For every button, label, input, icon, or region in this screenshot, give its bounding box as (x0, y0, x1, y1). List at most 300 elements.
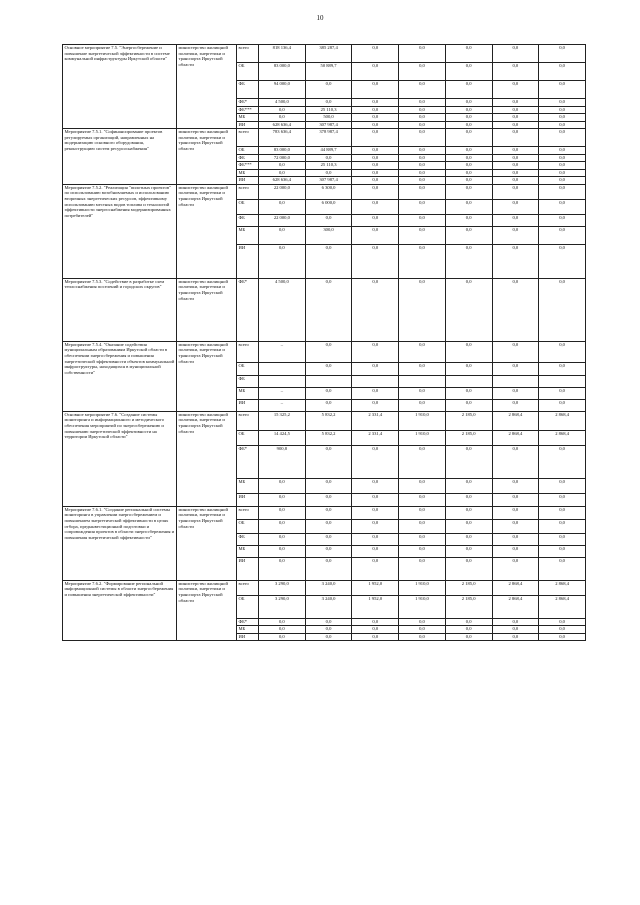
amount-cell: 0,0 (352, 626, 399, 634)
amount-cell: 0,0 (399, 162, 446, 170)
amount-cell: 0,0 (539, 278, 586, 341)
amount-cell: 0,0 (399, 177, 446, 185)
amount-cell: 0,0 (539, 618, 586, 626)
amount-cell: 0,0 (445, 214, 492, 226)
funding-source-cell: ИИ (237, 244, 259, 278)
amount-cell: 0,0 (539, 387, 586, 399)
activity-name: Мероприятие 7.6.2. "Формирование региональной информационной системы в области энергосбережения и повышения энергетической эффективности" (63, 580, 177, 641)
amount-cell: 0,0 (445, 81, 492, 99)
amount-cell: 0,0 (492, 493, 539, 506)
amount-cell: 0,0 (492, 129, 539, 147)
amount-cell: 0,0 (399, 618, 446, 626)
amount-cell: 0,0 (539, 399, 586, 411)
amount-cell: 15 325,2 (259, 411, 306, 430)
amount-cell: 0,0 (352, 493, 399, 506)
amount-cell: 0,0 (399, 545, 446, 557)
amount-cell: 0,0 (305, 618, 352, 626)
amount-cell: 0,0 (399, 154, 446, 162)
amount-cell: 0,0 (399, 114, 446, 122)
amount-cell: 4 500,0 (259, 278, 306, 341)
amount-cell: 0,0 (259, 493, 306, 506)
amount-cell: 0,0 (399, 121, 446, 129)
amount-cell: 307 987,4 (305, 121, 352, 129)
funding-source-cell: ИИ (237, 557, 259, 580)
amount-cell: 0,0 (492, 214, 539, 226)
amount-cell: 0,0 (539, 626, 586, 634)
amount-cell: 0,0 (352, 278, 399, 341)
amount-cell: 2 868,4 (539, 411, 586, 430)
amount-cell: – (259, 341, 306, 362)
amount-cell: 0,0 (259, 478, 306, 493)
amount-cell: 2 868,4 (539, 430, 586, 445)
amount-cell: 0,0 (305, 626, 352, 634)
amount-cell: 0,0 (492, 445, 539, 478)
amount-cell: 0,0 (492, 226, 539, 244)
executor-cell: министерство жилищной политики, энергетики и транспорта Иркутской области (177, 278, 237, 341)
amount-cell: 0,0 (445, 244, 492, 278)
amount-cell: 0,0 (305, 493, 352, 506)
amount-cell: 0,0 (259, 557, 306, 580)
amount-cell: 0,0 (539, 169, 586, 177)
amount-cell: 72 000,0 (259, 154, 306, 162)
amount-cell: 0,0 (539, 244, 586, 278)
amount-cell: 0,0 (259, 519, 306, 533)
amount-cell: 5 832,2 (305, 430, 352, 445)
table-row (63, 341, 586, 362)
amount-cell: 0,0 (259, 533, 306, 545)
activity-name: Мероприятие 7.6.1. "Создание региональной системы мониторинга в управлении энергосбережением и повышением энергетической эффективности в целях отбора, предынвестиционной подготовки и сопровождения проектов в области энергосбережения и повышения энергетической эффективности" (63, 506, 177, 580)
amount-cell: 0,0 (445, 341, 492, 362)
amount-cell: 94 000,0 (259, 81, 306, 99)
amount-cell: 0,0 (539, 63, 586, 81)
amount-cell: 0,0 (399, 81, 446, 99)
amount-cell: 5 832,2 (305, 411, 352, 430)
funding-source-cell: всего (237, 341, 259, 362)
amount-cell: 0,0 (352, 121, 399, 129)
funding-source-cell: ОБ (237, 362, 259, 375)
amount-cell: 628 636,4 (259, 177, 306, 185)
amount-cell: 0,0 (539, 99, 586, 107)
amount-cell: 0,0 (492, 341, 539, 362)
amount-cell: 0,0 (352, 63, 399, 81)
amount-cell: 0,0 (352, 387, 399, 399)
activity-name: Основное мероприятие 7.6. "Создание системы мониторинга и информационного и методического обеспечения мероприятий по энергосбережению и повышению энергетической эффективности на территории Иркутской области" (63, 411, 177, 506)
funding-source-cell: всего (237, 184, 259, 199)
amount-cell: 0,0 (492, 121, 539, 129)
amount-cell (259, 375, 306, 387)
funding-source-cell: ФБ* (237, 445, 259, 478)
funding-source-cell: ФБ (237, 81, 259, 99)
activity-name: Мероприятие 7.5.1. "Софинансирование проектов регулируемых организаций, направленных на модернизацию основного оборудования, реконструкцию систем ресурсоснабжения" (63, 129, 177, 185)
amount-cell: 2 868,4 (539, 580, 586, 595)
amount-cell: 0,0 (352, 169, 399, 177)
amount-cell: 25 110,3 (305, 106, 352, 114)
amount-cell: 0,0 (352, 399, 399, 411)
amount-cell: 0,0 (399, 214, 446, 226)
amount-cell: 0,0 (445, 63, 492, 81)
amount-cell: 0,0 (259, 114, 306, 122)
amount-cell: 0,0 (445, 177, 492, 185)
funding-source-cell: МБ (237, 226, 259, 244)
amount-cell: 0,0 (445, 362, 492, 375)
amount-cell (259, 362, 306, 375)
budget-table (62, 44, 586, 641)
amount-cell: 0,0 (445, 99, 492, 107)
amount-cell: 0,0 (352, 545, 399, 557)
amount-cell (492, 375, 539, 387)
amount-cell: 378 987,4 (305, 129, 352, 147)
amount-cell: 0,0 (259, 244, 306, 278)
funding-source-cell: ФБ (237, 533, 259, 545)
amount-cell: 0,0 (305, 519, 352, 533)
amount-cell: 0,0 (259, 618, 306, 626)
amount-cell: 50 889,7 (305, 63, 352, 81)
amount-cell: 0,0 (492, 63, 539, 81)
amount-cell: 0,0 (259, 199, 306, 214)
amount-cell: 0,0 (539, 545, 586, 557)
amount-cell: 0,0 (399, 99, 446, 107)
amount-cell: 3 290,0 (259, 595, 306, 618)
amount-cell: 0,0 (352, 226, 399, 244)
amount-cell: 0,0 (399, 226, 446, 244)
amount-cell: 0,0 (352, 99, 399, 107)
table-row (63, 411, 586, 430)
amount-cell: 0,0 (399, 633, 446, 641)
amount-cell: 0,0 (352, 177, 399, 185)
amount-cell: 0,0 (352, 106, 399, 114)
activity-name: Мероприятие 7.5.4. "Оказание содействия муниципальным образованиям Иркутской области в обеспечении энергосбережения и повышения энергетической эффективности объектов коммунальной инфраструктуры, находящихся в муниципальной собственности" (63, 341, 177, 411)
executor-cell: министерство жилищной политики, энергетики и транспорта Иркутской области (177, 411, 237, 506)
amount-cell: 0,0 (352, 633, 399, 641)
amount-cell: 0,0 (492, 199, 539, 214)
table-row (63, 506, 586, 519)
funding-source-cell: всего (237, 45, 259, 63)
amount-cell: 0,0 (259, 506, 306, 519)
amount-cell: 0,0 (352, 244, 399, 278)
amount-cell: 0,0 (352, 45, 399, 63)
amount-cell: 2 185,0 (445, 411, 492, 430)
amount-cell: 0,0 (539, 162, 586, 170)
amount-cell: 0,0 (352, 147, 399, 155)
amount-cell: 0,0 (539, 147, 586, 155)
funding-source-cell: ИИ (237, 177, 259, 185)
amount-cell: 0,0 (305, 362, 352, 375)
amount-cell: 0,0 (352, 199, 399, 214)
amount-cell: 0,0 (305, 557, 352, 580)
executor-cell: министерство жилищной политики, энергетики и транспорта Иркутской области (177, 129, 237, 185)
amount-cell: 0,0 (492, 362, 539, 375)
amount-cell: 22 000,0 (259, 214, 306, 226)
executor-cell: министерство жилищной политики, энергетики и транспорта Иркутской области (177, 580, 237, 641)
amount-cell (539, 375, 586, 387)
amount-cell: 1 952,0 (352, 580, 399, 595)
amount-cell: 0,0 (492, 177, 539, 185)
funding-source-cell: ФБ (237, 375, 259, 387)
amount-cell: 628 636,4 (259, 121, 306, 129)
funding-source-cell: всего (237, 506, 259, 519)
activity-name: Мероприятие 7.5.3. "Содействие в разработке схем теплоснабжения поселений и городских округов" (63, 278, 177, 341)
activity-name: Основное мероприятие 7.5. "Энергосбережение и повышение энергетической эффективности в системе коммунальной инфраструктуры Иркутской области" (63, 45, 177, 129)
funding-source-cell: ИИ (237, 121, 259, 129)
amount-cell: 0,0 (305, 445, 352, 478)
table-row (63, 184, 586, 199)
amount-cell: 22 000,0 (259, 184, 306, 199)
amount-cell: 14 424,5 (259, 430, 306, 445)
executor-cell: министерство жилищной политики, энергетики и транспорта Иркутской области (177, 45, 237, 129)
amount-cell: 0,0 (352, 519, 399, 533)
amount-cell: 0,0 (445, 45, 492, 63)
amount-cell: 0,0 (492, 387, 539, 399)
funding-source-cell: ОБ (237, 595, 259, 618)
amount-cell: 0,0 (305, 154, 352, 162)
amount-cell: 0,0 (305, 399, 352, 411)
amount-cell: 0,0 (352, 154, 399, 162)
amount-cell: 0,0 (445, 519, 492, 533)
funding-source-cell: ОБ (237, 519, 259, 533)
amount-cell: 0,0 (352, 129, 399, 147)
amount-cell: 0,0 (492, 278, 539, 341)
amount-cell: 0,0 (305, 214, 352, 226)
funding-source-cell: ОБ (237, 147, 259, 155)
amount-cell: 0,0 (352, 214, 399, 226)
amount-cell: 0,0 (352, 81, 399, 99)
amount-cell: 0,0 (492, 557, 539, 580)
amount-cell: 0,0 (399, 244, 446, 278)
amount-cell: 0,0 (492, 154, 539, 162)
amount-cell: 0,0 (445, 557, 492, 580)
amount-cell: 83 000,0 (259, 147, 306, 155)
amount-cell: 0,0 (352, 445, 399, 478)
amount-cell: 0,0 (492, 244, 539, 278)
amount-cell: 0,0 (492, 545, 539, 557)
table-row (63, 45, 586, 63)
amount-cell: 385 287,4 (305, 45, 352, 63)
amount-cell: 0,0 (539, 106, 586, 114)
amount-cell: 2 868,4 (539, 595, 586, 618)
amount-cell: 0,0 (305, 81, 352, 99)
amount-cell: 0,0 (352, 341, 399, 362)
amount-cell: 0,0 (539, 445, 586, 478)
amount-cell: 0,0 (399, 506, 446, 519)
amount-cell: 0,0 (352, 478, 399, 493)
amount-cell: 0,0 (259, 626, 306, 634)
amount-cell: 0,0 (399, 106, 446, 114)
amount-cell: 0,0 (445, 121, 492, 129)
amount-cell: 0,0 (539, 45, 586, 63)
amount-cell: 0,0 (399, 519, 446, 533)
amount-cell: 44 889,7 (305, 147, 352, 155)
amount-cell: 0,0 (352, 557, 399, 580)
amount-cell: 0,0 (399, 169, 446, 177)
amount-cell: 0,0 (445, 154, 492, 162)
amount-cell: 0,0 (445, 184, 492, 199)
amount-cell: 0,0 (352, 533, 399, 545)
amount-cell: 0,0 (492, 99, 539, 107)
amount-cell: 0,0 (445, 399, 492, 411)
executor-cell: министерство жилищной политики, энергетики и транспорта Иркутской области (177, 184, 237, 278)
amount-cell: 4 500,0 (259, 99, 306, 107)
amount-cell: 0,0 (399, 341, 446, 362)
amount-cell: 3 290,0 (259, 580, 306, 595)
funding-source-cell: ФБ*** (237, 162, 259, 170)
amount-cell: 0,0 (305, 99, 352, 107)
amount-cell: 0,0 (259, 169, 306, 177)
amount-cell: 0,0 (305, 169, 352, 177)
funding-source-cell: МБ (237, 626, 259, 634)
funding-source-cell: МБ (237, 478, 259, 493)
amount-cell: 0,0 (492, 45, 539, 63)
amount-cell: 0,0 (539, 341, 586, 362)
amount-cell: 0,0 (352, 618, 399, 626)
amount-cell: 0,0 (492, 506, 539, 519)
amount-cell: 0,0 (445, 387, 492, 399)
funding-source-cell: ФБ (237, 154, 259, 162)
funding-source-cell: ИИ (237, 633, 259, 641)
funding-source-cell: ОБ (237, 199, 259, 214)
amount-cell: 2 868,4 (492, 595, 539, 618)
amount-cell: 0,0 (539, 177, 586, 185)
amount-cell: 0,0 (305, 341, 352, 362)
funding-source-cell: ФБ* (237, 99, 259, 107)
executor-cell: министерство жилищной политики, энергетики и транспорта Иркутской области (177, 506, 237, 580)
amount-cell: 0,0 (445, 106, 492, 114)
funding-source-cell: МБ (237, 169, 259, 177)
amount-cell: 25 110,3 (305, 162, 352, 170)
amount-cell: 300,0 (305, 226, 352, 244)
amount-cell: 0,0 (399, 362, 446, 375)
amount-cell: 0,0 (539, 633, 586, 641)
page-number: 10 (316, 14, 324, 22)
amount-cell: 0,0 (492, 519, 539, 533)
amount-cell: 0,0 (539, 121, 586, 129)
amount-cell: 0,0 (399, 184, 446, 199)
amount-cell: 0,0 (492, 114, 539, 122)
amount-cell (399, 375, 446, 387)
amount-cell: 0,0 (492, 478, 539, 493)
amount-cell: 0,0 (539, 506, 586, 519)
amount-cell: 0,0 (399, 199, 446, 214)
amount-cell: 0,0 (305, 278, 352, 341)
amount-cell: 0,0 (445, 445, 492, 478)
amount-cell: 3 240,0 (305, 580, 352, 595)
amount-cell: 0,0 (399, 557, 446, 580)
amount-cell: 0,0 (259, 226, 306, 244)
amount-cell: 0,0 (539, 214, 586, 226)
amount-cell: 0,0 (259, 633, 306, 641)
amount-cell: 1 910,0 (399, 580, 446, 595)
funding-source-cell: ОБ (237, 63, 259, 81)
amount-cell: 0,0 (539, 226, 586, 244)
amount-cell: 0,0 (305, 545, 352, 557)
amount-cell: 2 868,4 (492, 580, 539, 595)
amount-cell: 0,0 (539, 154, 586, 162)
amount-cell: 6 300,0 (305, 184, 352, 199)
amount-cell: 0,0 (445, 493, 492, 506)
amount-cell: 0,0 (492, 81, 539, 99)
amount-cell: 2 868,4 (492, 411, 539, 430)
budget-table-body (63, 45, 586, 641)
amount-cell: 0,0 (492, 399, 539, 411)
amount-cell: 0,0 (492, 162, 539, 170)
funding-source-cell: ФБ* (237, 618, 259, 626)
amount-cell: 0,0 (352, 162, 399, 170)
amount-cell: 900,8 (259, 445, 306, 478)
funding-source-cell: МБ (237, 114, 259, 122)
amount-cell: 0,0 (352, 114, 399, 122)
amount-cell: 2 185,0 (445, 595, 492, 618)
amount-cell (352, 375, 399, 387)
amount-cell: 0,0 (539, 81, 586, 99)
table-row (63, 129, 586, 147)
amount-cell: 0,0 (352, 184, 399, 199)
amount-cell: 0,0 (445, 129, 492, 147)
table-row (63, 580, 586, 595)
amount-cell: 0,0 (445, 533, 492, 545)
amount-cell: 0,0 (492, 626, 539, 634)
amount-cell: 6 000,0 (305, 199, 352, 214)
amount-cell: 0,0 (492, 618, 539, 626)
amount-cell: 0,0 (539, 478, 586, 493)
amount-cell: 0,0 (445, 545, 492, 557)
amount-cell: 0,0 (539, 129, 586, 147)
amount-cell: 500,0 (305, 114, 352, 122)
amount-cell: 0,0 (352, 362, 399, 375)
amount-cell: 307 987,4 (305, 177, 352, 185)
amount-cell: 0,0 (399, 278, 446, 341)
amount-cell: 0,0 (399, 129, 446, 147)
amount-cell: 2 331,4 (352, 411, 399, 430)
amount-cell: 0,0 (539, 519, 586, 533)
funding-source-cell: ИИ (237, 399, 259, 411)
amount-cell: 0,0 (305, 506, 352, 519)
funding-source-cell: МБ (237, 387, 259, 399)
amount-cell: 0,0 (492, 106, 539, 114)
amount-cell: 0,0 (492, 147, 539, 155)
amount-cell: 0,0 (305, 478, 352, 493)
amount-cell (305, 375, 352, 387)
amount-cell: 0,0 (539, 493, 586, 506)
funding-source-cell: ФБ* (237, 278, 259, 341)
amount-cell: 1 910,0 (399, 411, 446, 430)
amount-cell: 0,0 (352, 506, 399, 519)
funding-source-cell: всего (237, 129, 259, 147)
amount-cell: 0,0 (399, 45, 446, 63)
amount-cell: 2 185,0 (445, 430, 492, 445)
amount-cell: – (259, 399, 306, 411)
amount-cell: 0,0 (399, 147, 446, 155)
activity-name: Мероприятие 7.5.2. "Реализация "пилотных проектов" по использованию возобновляемых и использованию вторичных энергетических ресурсов, эффективному использованию местных видов топлива и технологий эффективности энергоснабжения модернизированных потребителей" (63, 184, 177, 278)
amount-cell: 0,0 (445, 506, 492, 519)
amount-cell (445, 375, 492, 387)
table-row (63, 278, 586, 341)
amount-cell: 0,0 (259, 162, 306, 170)
amount-cell: 0,0 (259, 545, 306, 557)
amount-cell: 0,0 (445, 147, 492, 155)
amount-cell: 1 952,0 (352, 595, 399, 618)
amount-cell: 0,0 (445, 633, 492, 641)
amount-cell: 1 910,0 (399, 595, 446, 618)
funding-source-cell: ФБ*** (237, 106, 259, 114)
amount-cell: 0,0 (445, 114, 492, 122)
amount-cell: 0,0 (399, 399, 446, 411)
amount-cell: 3 240,0 (305, 595, 352, 618)
amount-cell: 0,0 (445, 169, 492, 177)
funding-source-cell: ИИ (237, 493, 259, 506)
amount-cell: 0,0 (445, 618, 492, 626)
amount-cell: 83 000,0 (259, 63, 306, 81)
amount-cell: 0,0 (492, 633, 539, 641)
amount-cell: 0,0 (445, 278, 492, 341)
